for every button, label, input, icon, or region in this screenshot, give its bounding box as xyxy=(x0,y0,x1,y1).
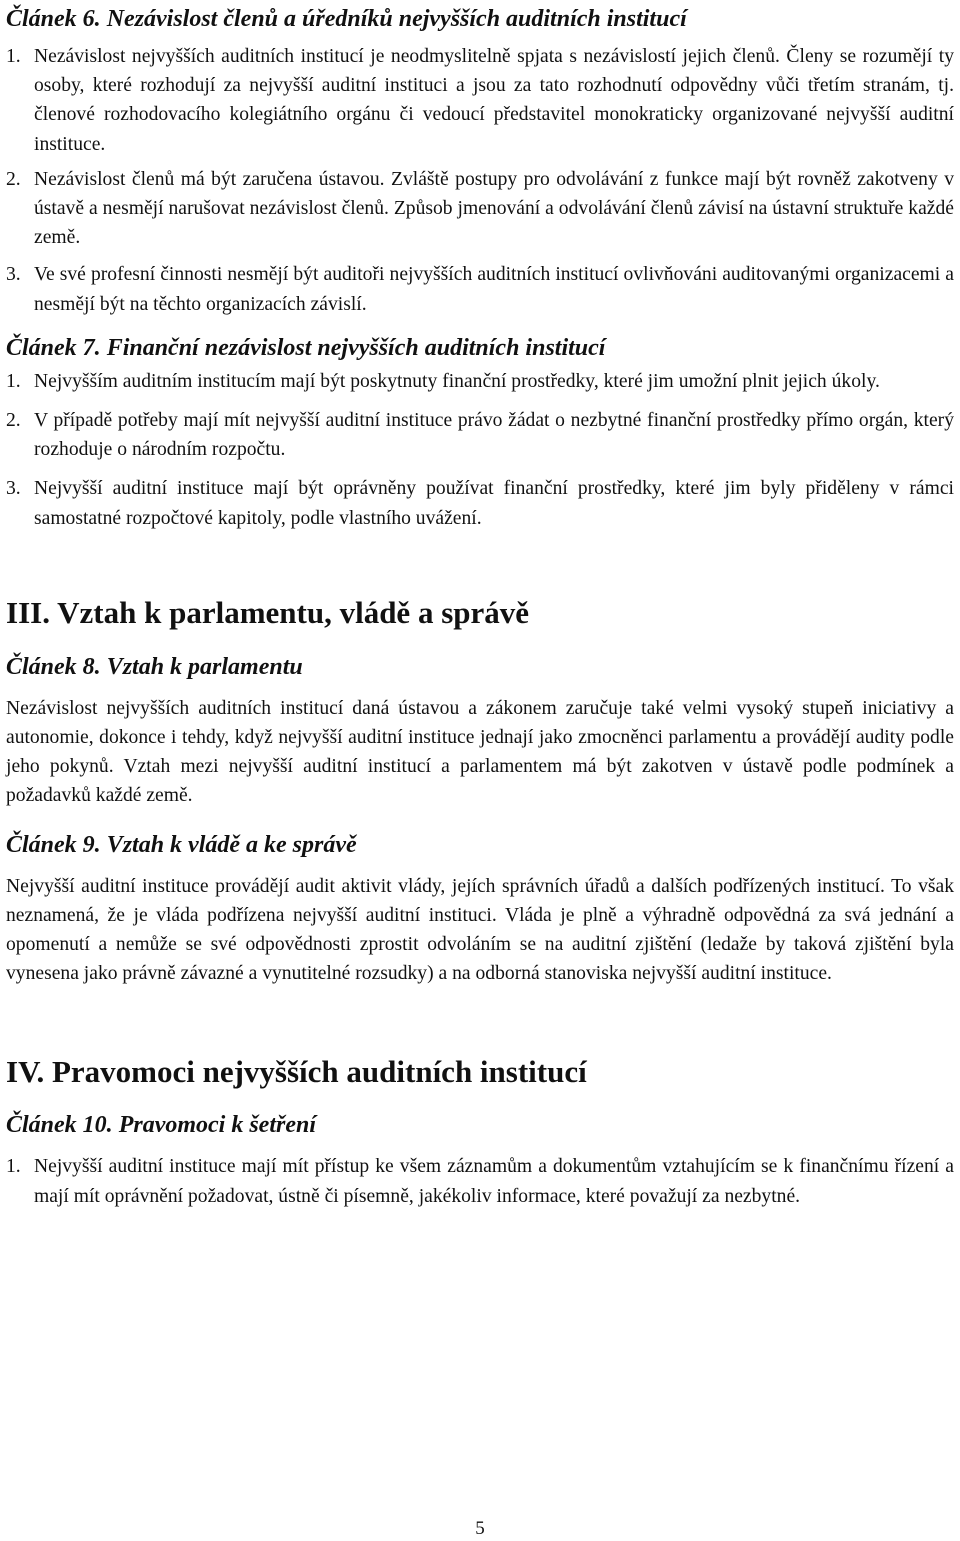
item-text: Ve své profesní činnosti nesmějí být auditoři nejvyšších auditních institucí ovlivňováni auditovanými organizacemi a nesmějí být na těchto organizacích závislí. xyxy=(34,264,954,315)
article-8-heading xyxy=(6,652,954,682)
article-10-title: Pravomoci k šetření xyxy=(118,1112,316,1139)
article-10-label: Článek 10. xyxy=(6,1112,113,1139)
article-9-label: Článek 9. xyxy=(6,831,101,858)
article-6-item-3 xyxy=(6,260,954,318)
item-number: 1. xyxy=(6,1156,21,1178)
part-4-title: IV. Pravomoci nejvyšších auditních institucí xyxy=(6,1054,587,1090)
item-number: 3. xyxy=(6,264,21,286)
article-7-item-3 xyxy=(6,474,954,532)
item-number: 2. xyxy=(6,410,21,432)
item-text: Nejvyšším auditním institucím mají být poskytnuty finanční prostředky, které jim umožní plnit jejich úkoly. xyxy=(34,370,880,392)
article-7-item-1 xyxy=(6,367,954,396)
part-3-title: III. Vztah k parlamentu, vládě a správě xyxy=(6,594,530,630)
item-number: 3. xyxy=(6,478,21,500)
article-6-title: Nezávislost členů a úředníků nejvyšších auditních institucí xyxy=(106,6,687,32)
article-8-text: Nezávislost nejvyšších auditních institucí daná ústavou a zákonem zaručuje také velmi vysoký stupeň iniciativy a autonomie, dokonce i tehdy, když nejvyšší auditní instituce jednají jako zmocněnci parlamentu a provádějí audity podle jeho pokynů. Vztah mezi nejvyšší auditní institucí a parlamentem má být zakotven v ústavě podle podmínek a požadavků každé země. xyxy=(6,697,954,807)
article-7-heading xyxy=(6,333,954,363)
article-8-label: Článek 8. xyxy=(6,653,101,680)
item-number: 1. xyxy=(6,46,21,67)
article-9-heading xyxy=(6,830,954,860)
article-7-label: Článek 7. xyxy=(6,334,101,361)
article-6-item-1 xyxy=(6,42,954,159)
article-6-label: Článek 6. xyxy=(6,6,101,32)
article-10-item-1 xyxy=(6,1152,954,1210)
article-9-title: Vztah k vládě a ke správě xyxy=(106,831,357,858)
article-7-title: Finanční nezávislost nejvyšších auditních institucí xyxy=(106,334,606,361)
article-9-text: Nejvyšší auditní instituce provádějí audit aktivit vlády, jejích správních úřadů a dalších podřízených institucí. To však neznamená, že je vláda podřízena nejvyšší auditní instituci. Vláda je plně a výhradně odpovědná za svá jednání a opomenutí a nemůže se své odpovědnosti zprostit odvoláním se na auditní zjištění (ledaže by taková zjištění byla vynesena jako právně závazné a vynutitelné rozsudky) a na odborná stanoviska nejvyšší auditní instituce. xyxy=(6,875,954,985)
article-8-title: Vztah k parlamentu xyxy=(106,653,303,680)
page-number: 5 xyxy=(475,1518,485,1539)
item-text: Nejvyšší auditní instituce mají být oprávněny používat finanční prostředky, které jim byly přiděleny v rámci samostatné rozpočtové kapitoly, podle vlastního uvážení. xyxy=(34,478,954,529)
article-6-item-2 xyxy=(6,165,954,253)
item-text: Nezávislost členů má být zaručena ústavou. Zvláště postupy pro odvolávání z funkce mají být rovněž zakotveny v ústavě a nesmějí narušovat nezávislost členů. Způsob jmenování a odvolávání členů závisí na ústavní struktuře každé země. xyxy=(34,168,954,249)
article-6-heading xyxy=(6,4,954,34)
item-text: Nezávislost nejvyšších auditních institucí je neodmyslitelně spjata s nezávislostí jejich členů. Členy se rozumějí ty osoby, které rozhodují za nejvyšší auditní instituci a jsou za tato rozhodnutí odpovědny vůči třetím stranám, tj. členové rozhodovacího kolegiátního orgánu či vedoucí představitel monokraticky organizované nejvyšší auditní instituce. xyxy=(34,46,954,155)
item-number: 1. xyxy=(6,370,21,392)
item-text: Nejvyšší auditní instituce mají mít přístup ke všem záznamům a dokumentům vztahujícím se k finančnímu řízení a mají mít oprávnění požadovat, ústně či písemně, jakékoliv informace, které považují za nezbytné. xyxy=(34,1156,954,1207)
article-10-heading xyxy=(6,1110,954,1140)
item-text: V případě potřeby mají mít nejvyšší auditní instituce právo žádat o nezbytné finanční prostředky přímo orgán, který rozhoduje o národním rozpočtu. xyxy=(34,410,954,461)
article-7-item-2 xyxy=(6,406,954,464)
item-number: 2. xyxy=(6,168,21,190)
